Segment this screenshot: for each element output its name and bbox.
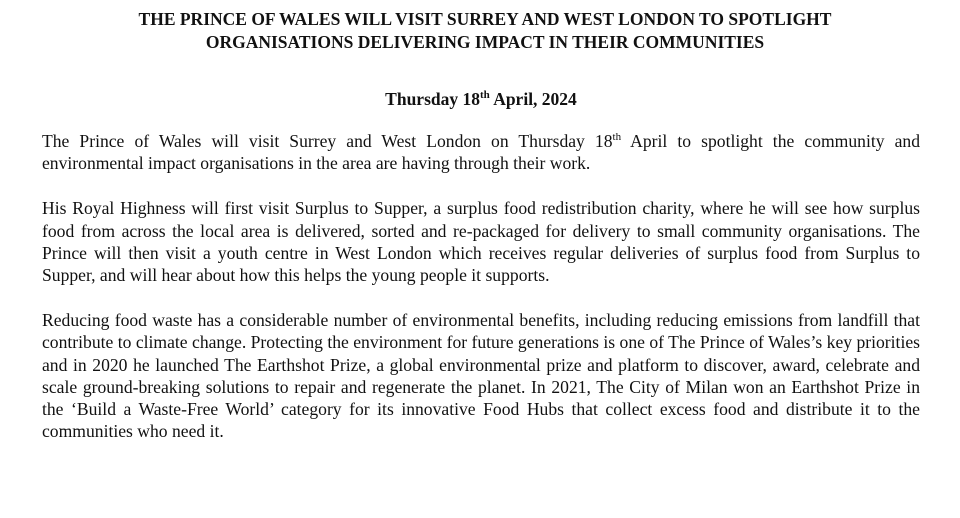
paragraph-intro-ordinal: th <box>612 131 622 144</box>
headline-line-2: ORGANISATIONS DELIVERING IMPACT IN THEIR COMMUNITIES <box>205 32 765 52</box>
headline <box>42 8 920 54</box>
dateline-ordinal: th <box>480 89 490 102</box>
dateline-day: Thursday 18 <box>385 89 480 109</box>
paragraph-intro-start: The Prince of Wales will visit Surrey and West London on Thursday 18 <box>42 131 613 151</box>
paragraph-visit-details: His Royal Highness will first visit Surplus to Supper, a surplus food redistribution charity, where he will see how surplus food from across the local area is delivered, sorted and re-packaged for delivery to small community organisations. The Prince will then visit a youth centre in West London which receives regular deliveries of surplus food from Surplus to Supper, and will hear about how this helps the young people it supports. <box>42 198 920 286</box>
headline-line-1: THE PRINCE OF WALES WILL VISIT SURREY AND WEST LONDON TO SPOTLIGHT <box>138 9 832 29</box>
dateline <box>42 88 920 110</box>
paragraph-food-waste: Reducing food waste has a considerable number of environmental benefits, including reducing emissions from landfill that contribute to climate change. Protecting the environment for future generations is one of The Prince of Wales’s key priorities and in 2020 he launched The Earthshot Prize, a global environmental prize and platform to discover, award, celebrate and scale ground-breaking solutions to repair and regenerate the planet. In 2021, The City of Milan won an Earthshot Prize in the ‘Build a Waste-Free World’ category for its innovative Food Hubs that collect excess food and distribute it to the communities who need it. <box>42 310 920 442</box>
paragraph-intro <box>42 130 920 174</box>
paragraph-intro-end: April to spotlight the community and environmental impact organisations in the area are having through their work. <box>42 131 920 174</box>
dateline-month-year: April, 2024 <box>489 89 577 109</box>
